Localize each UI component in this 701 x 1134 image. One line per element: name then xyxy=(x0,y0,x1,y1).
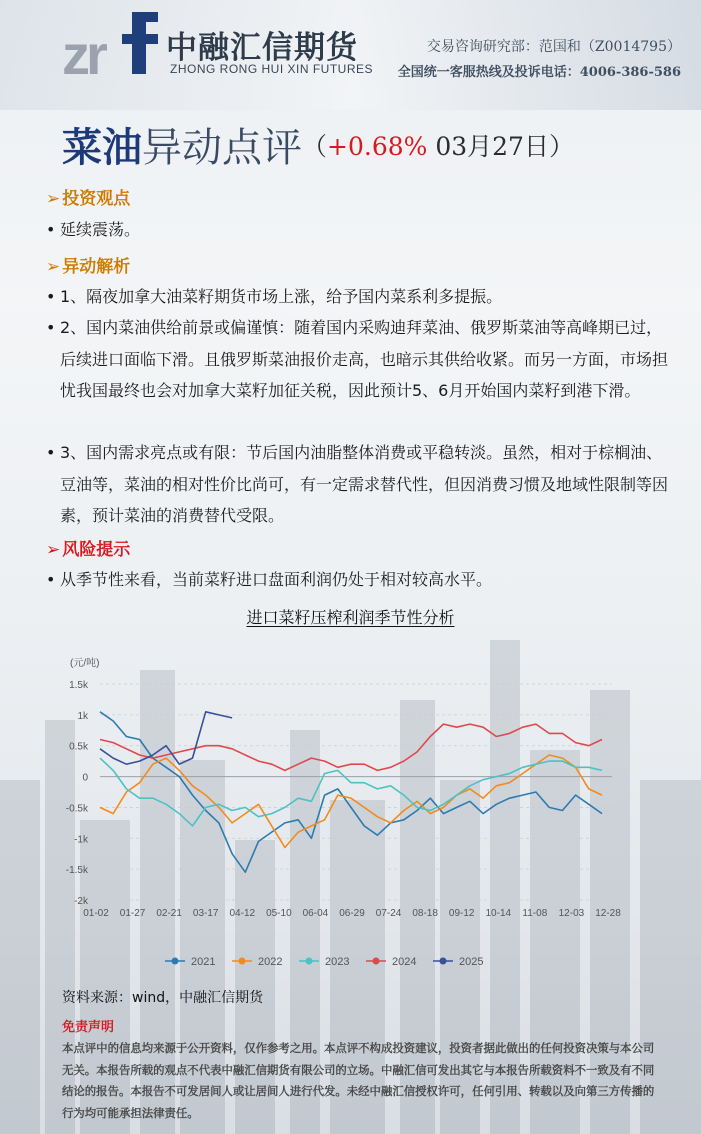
x-tick-label: 06-04 xyxy=(302,908,329,919)
x-tick-label: 07-24 xyxy=(375,908,402,919)
y-tick-label: -1.5k xyxy=(65,865,88,877)
section-head-analysis: ➢ 异动解析 xyxy=(46,257,131,277)
series-line-2023 xyxy=(100,758,602,826)
list-item: • 2、国内菜油供给前景或偏谨慎：随着国内采购迪拜菜油、俄罗斯菜油等高峰期已过，后续进口面临下滑。且俄罗斯菜油报价走高，也暗示其供给收紧。而另一方面，市场担忧我国最终也会对加拿大菜籽加征关税，因此预计5、6月开始国内菜籽到港下滑。 xyxy=(46,318,669,400)
x-tick-label: 01-02 xyxy=(83,908,109,919)
y-tick-label: 0.5k xyxy=(69,741,88,753)
list-item: • 3、国内需求亮点或有限：节后国内油脂整体消费或平稳转淡。虽然，相对于棕榈油、豆油等，菜油的相对性价比尚可，有一定需求替代性，但因消费习惯及地域性限制等因素，预计菜油的消费替代受限。 xyxy=(46,443,669,525)
y-tick-label: -0.5k xyxy=(65,803,88,815)
list-item: • 延续震荡。 xyxy=(46,220,141,239)
title-type: 异动点评 xyxy=(142,125,302,171)
section-head-view: ➢ 投资观点 xyxy=(46,189,131,209)
company-name-en: ZHONG RONG HUI XIN FUTURES xyxy=(170,62,374,76)
company-logo-icon xyxy=(62,12,160,82)
section-head-risk: ➢ 风险提示 xyxy=(46,540,131,560)
list-item: • 1、隔夜加拿大油菜籽期货市场上涨，给予国内菜系利多提振。 xyxy=(46,287,503,306)
legend-label: 2021 xyxy=(191,956,216,968)
title-change: +0.68% xyxy=(327,132,428,161)
title-paren-open: （ xyxy=(302,132,328,161)
report-header xyxy=(0,0,701,110)
series-line-2022 xyxy=(100,755,602,848)
series-line-2025 xyxy=(100,712,232,764)
legend-marker-2025 xyxy=(440,958,447,965)
arrow-right-icon: ➢ xyxy=(46,189,61,209)
y-tick-label: 1k xyxy=(77,710,88,722)
legend-marker-2023 xyxy=(306,958,313,965)
series-line-2024 xyxy=(100,724,602,770)
page-title xyxy=(62,116,574,173)
svg-text:zr: zr xyxy=(62,23,104,82)
legend-marker-2021 xyxy=(172,958,179,965)
x-tick-label: 04-12 xyxy=(229,908,256,919)
x-tick-label: 10-14 xyxy=(485,908,512,919)
x-tick-label: 12-28 xyxy=(595,908,621,919)
y-tick-label: 0 xyxy=(82,772,88,784)
title-date: 03月27日） xyxy=(427,132,574,161)
data-source: 资料来源：wind，中融汇信期货 xyxy=(62,990,264,1006)
company-name-cn: 中融汇信期货 xyxy=(166,30,358,66)
x-tick-label: 05-10 xyxy=(266,908,292,919)
legend-label: 2023 xyxy=(325,956,350,968)
y-tick-label: -2k xyxy=(74,896,88,907)
list-item: • 从季节性来看，当前菜籽进口盘面利润仍处于相对较高水平。 xyxy=(46,570,493,589)
title-product: 菜油 xyxy=(62,125,142,171)
disclaimer-heading: 免责声明 xyxy=(62,1020,115,1035)
x-tick-label: 06-29 xyxy=(339,908,365,919)
legend-label: 2024 xyxy=(392,956,417,968)
x-tick-label: 08-18 xyxy=(412,908,438,919)
y-tick-label: -1k xyxy=(74,834,88,846)
x-tick-label: 01-27 xyxy=(119,908,146,919)
x-tick-label: 03-17 xyxy=(192,908,219,919)
x-tick-label: 11-08 xyxy=(522,908,548,919)
x-tick-label: 02-21 xyxy=(156,908,182,919)
arrow-right-icon: ➢ xyxy=(46,257,61,277)
hotline-contact: 全国统一客服热线及投诉电话：4006-386-586 xyxy=(397,65,681,80)
analyst-contact: 交易咨询研究部：范国和（Z0014795） xyxy=(426,39,681,55)
legend-marker-2024 xyxy=(373,958,380,965)
legend-marker-2022 xyxy=(239,958,246,965)
y-axis-unit: (元/吨) xyxy=(70,658,100,669)
x-tick-label: 09-12 xyxy=(448,908,475,919)
x-tick-label: 12-03 xyxy=(558,908,585,919)
legend-label: 2022 xyxy=(258,956,283,968)
y-tick-label: 1.5k xyxy=(69,680,88,691)
legend-label: 2025 xyxy=(459,956,484,968)
chart-title: 进口菜籽压榨利润季节性分析 xyxy=(246,608,455,627)
series-line-2021 xyxy=(100,712,602,872)
disclaimer-text: 本点评中的信息均来源于公开资料，仅作参考之用。本点评不构成投资建议，投资者据此做出的任何投资决策与本公司无关。本报告所载的观点不代表中融汇信期货有限公司的立场。中融汇信可发出其它与本报告所载资料不一致及有不同结论的报告。本报告不可发居间人或让居间人进行代发。未经中融汇信授权许可，任何引用、转载以及向第三方传播的行为均可能承担法律责任。 xyxy=(62,1041,655,1120)
arrow-right-icon: ➢ xyxy=(46,540,61,560)
seasonal-profit-chart xyxy=(60,648,640,978)
